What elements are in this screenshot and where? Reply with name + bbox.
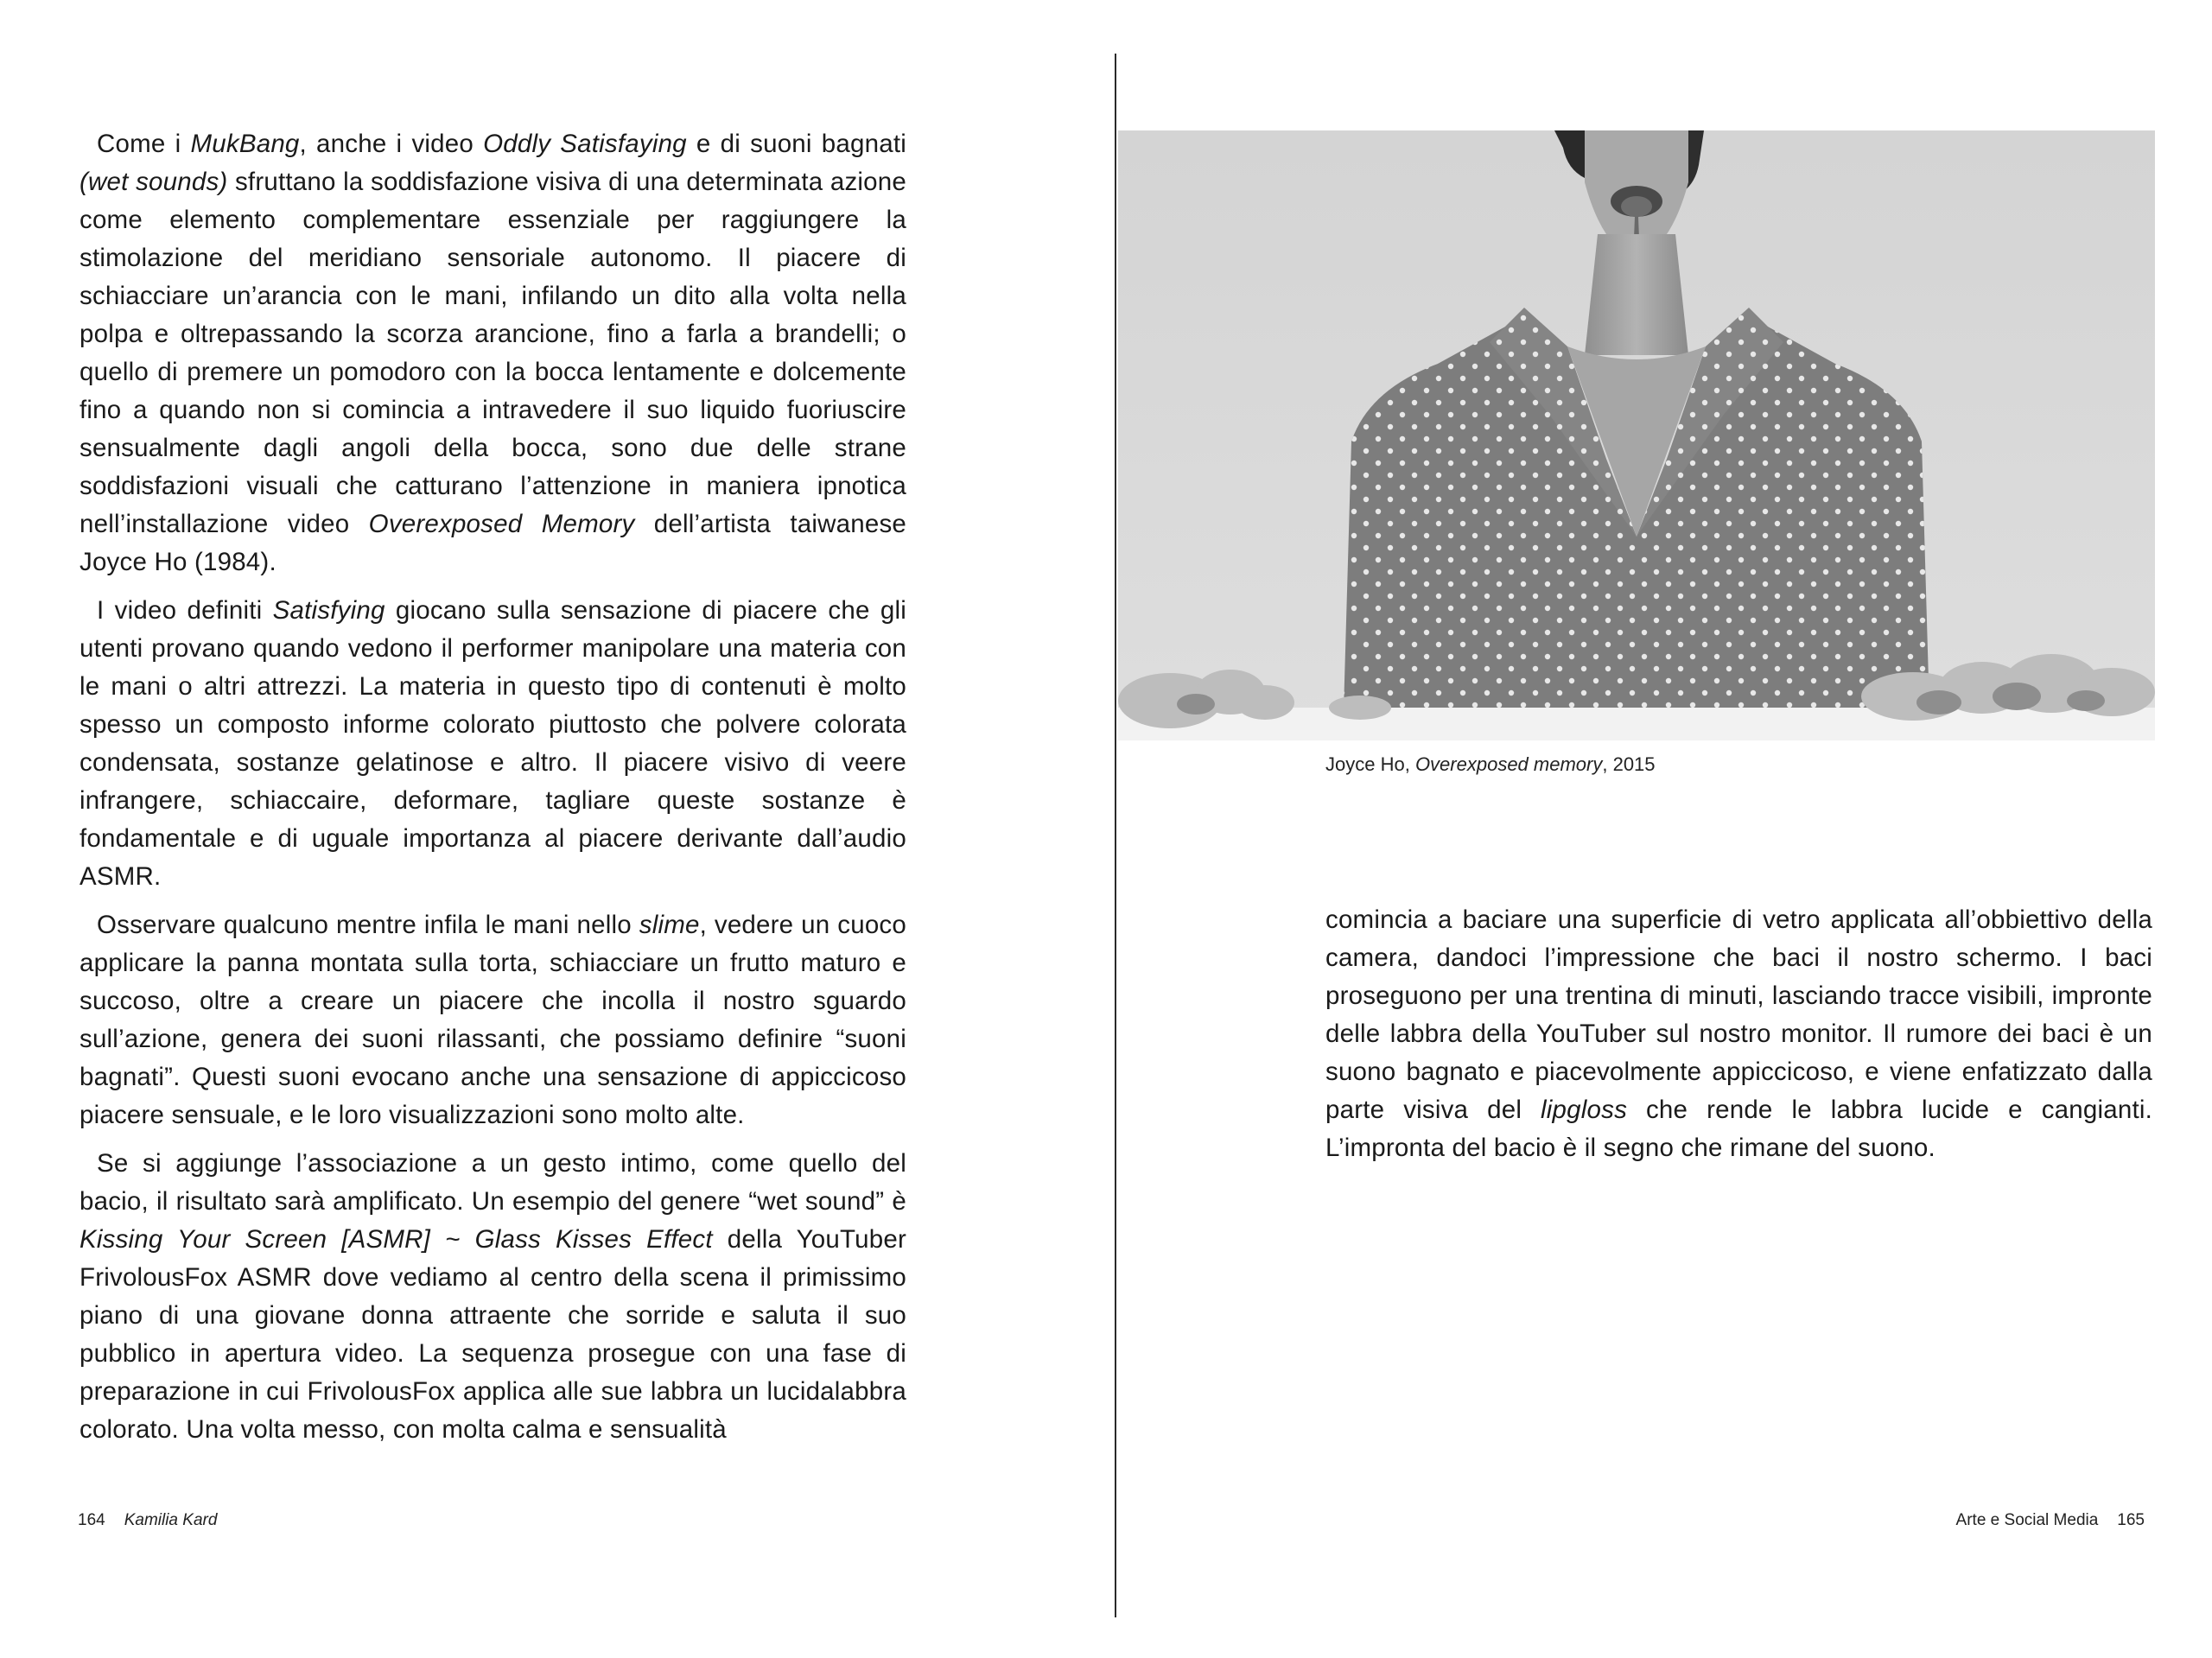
paragraph-4: Se si aggiunge l’associazione a un gesto intimo, come quello del bacio, il risultato sarà amplificato. Un esempio del genere “wet sound” è Kissing Your Screen [ASMR] ~ Glass Kisses Effect della YouTuber FrivolousFox ASMR dove vediamo al centro della scena il primissimo piano di una giovane donna attraente che sorride e saluta il suo pubblico in apertura video. La sequenza prosegue con una fase di preparazione in cui FrivolousFox applica alle sue labbra un lucidalabbra colorato. Una volta messo, con molta calma e sensualità: [79, 1149, 906, 1444]
italic-run: Overexposed Memory: [368, 510, 635, 538]
italic-run: Satisfying: [272, 596, 385, 625]
italic-run: slime: [639, 911, 700, 939]
right-folio: [1956, 1509, 2145, 1532]
figure-caption: Joyce Ho, Overexposed memory, 2015: [1325, 753, 1656, 775]
left-page-number: 164: [78, 1511, 105, 1529]
italic-run: Overexposed memory: [1414, 753, 1603, 775]
italic-run: Kissing Your Screen [ASMR] ~ Glass Kisses Effect: [79, 1225, 713, 1254]
running-head-author: Kamilia Kard: [124, 1511, 218, 1529]
italic-run: Oddly Satisfaying: [483, 130, 687, 158]
right-page-number: 165: [2117, 1511, 2145, 1529]
paragraph-continued: comincia a baciare una superficie di vetro applicata all’obbiettivo della camera, dandoci l’impressione che baci il nostro schermo. I baci proseguono per una trentina di minuti, lasciando tracce visibili, impronte delle labbra della YouTuber sul nostro monitor. Il rumore dei baci è un suono bagnato e piacevolmente appiccicoso, e viene enfatizzato dalla parte visiva del lipgloss che rende le labbra lucide e cangianti. L’impronta del bacio è il segno che rimane del suono.: [1325, 905, 2153, 1162]
artwork-photo: [1118, 130, 2155, 740]
right-body-text: [1325, 901, 2152, 1178]
gutter-line: [1115, 54, 1116, 1617]
italic-run: (wet sounds): [79, 168, 228, 196]
paragraph-3: Osservare qualcuno mentre infila le mani nello slime, vedere un cuoco applicare la panna montata sulla torta, schiacciare un frutto maturo e succoso, oltre a creare un piacere che incolla il nostro sguardo sull’azione, genera dei suoni rilassanti, che possiamo definire “suoni bagnati”. Questi suoni evocano anche una sensazione di appiccicoso piacere sensuale, e le loro visualizzazioni sono molto alte.: [79, 911, 906, 1129]
running-head-section: Arte e Social Media: [1955, 1511, 2099, 1529]
italic-run: lipgloss: [1541, 1096, 1628, 1124]
italic-run: MukBang: [190, 130, 300, 158]
right-page: [1118, 0, 2212, 1658]
paragraph-1: Come i MukBang, anche i video Oddly Satisfaying e di suoni bagnati (wet sounds) sfruttano la soddisfazione visiva di una determinata azione come elemento complementare essenziale per raggiungere la stimolazione del meridiano sensoriale autonomo. Il piacere di schiacciare un’arancia con le mani, infilando un dito alla volta nella polpa e oltrepassando la scorza arancione, fino a farla a brandelli; o quello di premere un pomodoro con la bocca lentamente e dolcemente fino a quando non si comincia a intravedere il suo liquido fuoriuscire sensualmente dagli angoli della bocca, sono due delle strane soddisfazioni visuali che catturano l’attenzione in maniera ipnotica nell’installazione video Overexposed Memory dell’artista taiwanese Joyce Ho (1984).: [79, 130, 907, 576]
left-body-text: [79, 125, 906, 1459]
left-folio: [78, 1509, 217, 1532]
paragraph-2: I video definiti Satisfying giocano sulla sensazione di piacere che gli utenti provano quando vedono il performer manipolare una materia con le mani o altri attrezzi. La materia in questo tipo di contenuti è molto spesso un composto informe colorato piuttosto che polvere colorata condensata, sostanze gelatinose e altro. Il piacere visivo di veere infrangere, schiaccaire, deformare, tagliare queste sostanze è fondamentale e di uguale importanza al piacere derivante dall’audio ASMR.: [79, 596, 906, 891]
